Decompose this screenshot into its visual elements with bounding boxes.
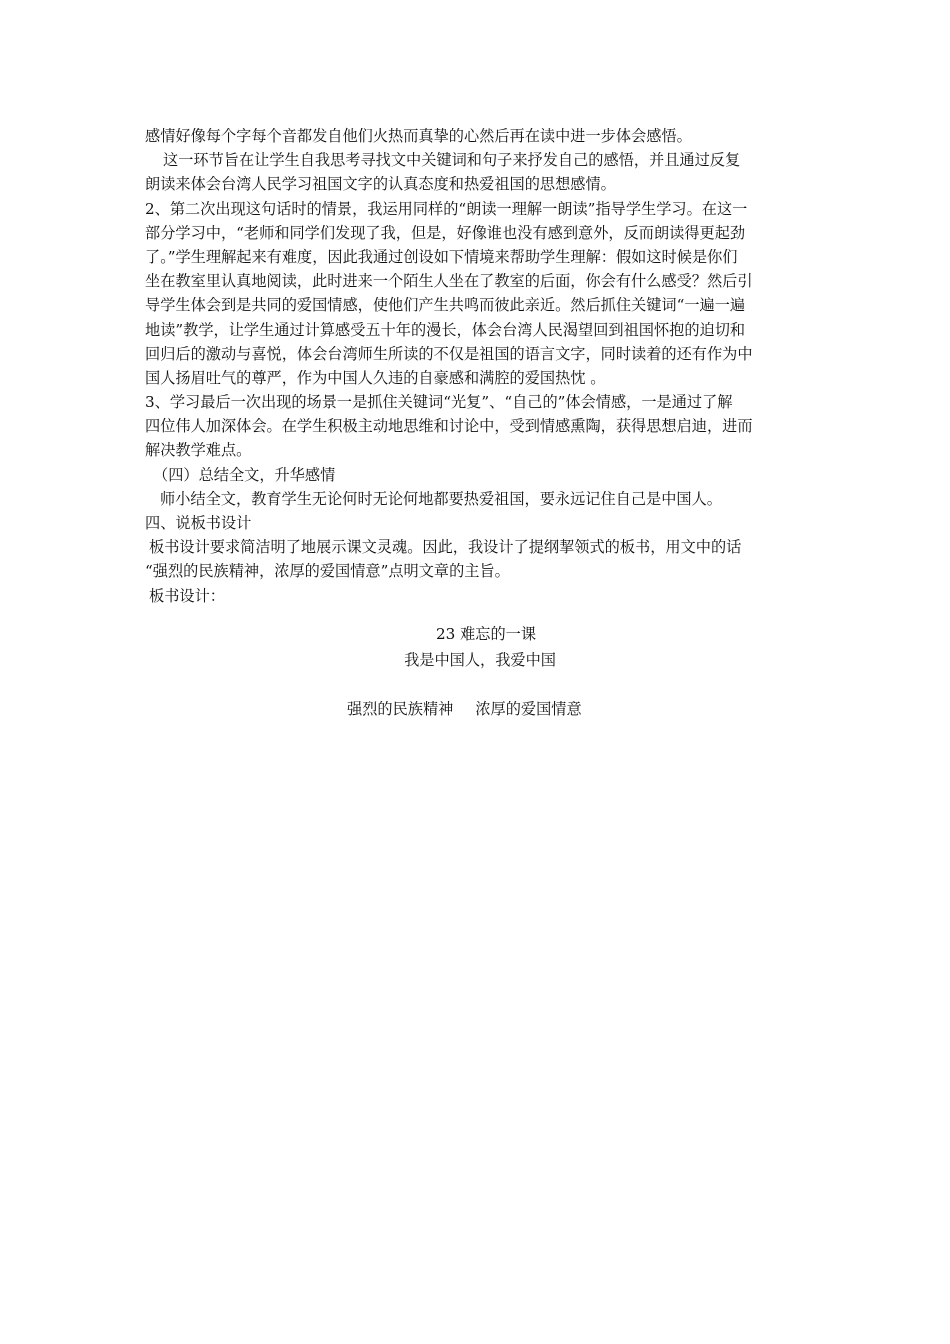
section-heading: 四、说板书设计: [145, 514, 252, 532]
text-line: 3、学习最后一次出现的场景一是抓住关键词“光复”、“自己的”体会情感，一是通过了解: [145, 393, 733, 412]
board-title: 23 难忘的一课: [435, 625, 537, 643]
text-line: 朗读来体会台湾人民学习祖国文字的认真态度和热爱祖国的思想感情。: [145, 175, 616, 194]
text-line: 板书设计要求简洁明了地展示课文灵魂。因此，我设计了提纲挈领式的板书，用文中的话: [149, 538, 742, 557]
board-subtitle: 我是中国人，我爱中国: [404, 651, 556, 669]
text-line: 感情好像每个字每个音都发自他们火热而真挚的心然后再在读中进一步体会感悟。: [145, 127, 692, 145]
text-line: 坐在教室里认真地阅读，此时进来一个陌生人坐在了教室的后面，你会有什么感受？然后引: [145, 272, 753, 291]
text-line: 2、第二次出现这句话时的情景，我运用同样的“朗读一理解一朗读”指导学生学习。在这一: [145, 199, 748, 218]
text-line: “强烈的民族精神，浓厚的爱国情意”点明文章的主旨。: [145, 562, 510, 581]
text-line: 板书设计：: [149, 586, 225, 605]
section-heading: （四）总结全文，升华感情: [153, 465, 336, 484]
text-line: 导学生体会到是共同的爱国情感，使他们产生共鸣而彼此亲近。然后抓住关键词“一遍一遍: [145, 296, 746, 315]
text-line: 师小结全文，教育学生无论何时无论何地都要热爱祖国，要永远记住自己是中国人。: [160, 489, 722, 508]
board-left-item: 强烈的民族精神: [347, 700, 454, 718]
text-line: 回归后的激动与喜悦，体会台湾师生所读的不仅是祖国的语言文字，同时读着的还有作为中: [145, 344, 753, 363]
text-line: 这一环节旨在让学生自我思考寻找文中关键词和句子来抒发自己的感悟，并且通过反复: [163, 151, 741, 170]
board-items: [347, 697, 647, 721]
text-line: 地读”教学，让学生通过计算感受五十年的漫长，体会台湾人民渴望回到祖国怀抱的迫切和: [145, 320, 746, 339]
document-body: [145, 124, 807, 608]
text-line: 国人扬眉吐气的尊严，作为中国人久违的自豪感和满腔的爱国热忱 。: [145, 368, 606, 387]
text-line: 解决教学难点。: [145, 441, 252, 460]
text-line: 四位伟人加深体会。在学生积极主动地思维和讨论中，受到情感熏陶，获得思想启迪，进而: [145, 417, 753, 436]
text-line: 部分学习中，“老师和同学们发现了我，但是，好像谁也没有感到意外，反而朗读得更起劲: [145, 223, 746, 242]
text-line: 了。”学生理解起来有难度，因此我通过创设如下情境来帮助学生理解：假如这时候是你们: [145, 247, 738, 266]
board-right-item: 浓厚的爱国情意: [475, 700, 582, 718]
